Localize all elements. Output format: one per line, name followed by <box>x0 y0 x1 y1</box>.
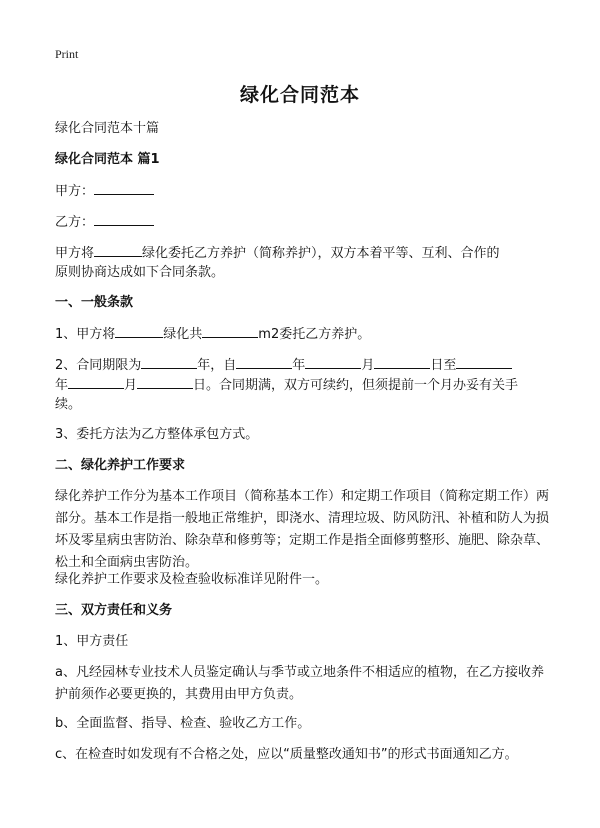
clause-2-blank-6 <box>68 374 124 389</box>
intro-text-b: 绿化委托乙方养护（简称养护），双方本着平等、互利、合作的 <box>142 246 500 261</box>
clause-2-text-c: 年 <box>292 358 306 373</box>
party-a-line <box>55 180 550 203</box>
maintenance-standard-note: 绿化养护工作要求及检查验收标准详见附件一。 <box>55 572 329 587</box>
responsibility-item-b: b、全面监督、指导、检查、验收乙方工作。 <box>55 716 311 731</box>
maintenance-paragraph: 绿化养护工作分为基本工作项目（简称基本工作）和定期工作项目（简称定期工作）两部分。基本工作是指一般地正常维护，即浇水、清理垃圾、防风防汛、补植和防人为损坏及零星病虫害防治、除杂草和修剪等；定期工作是指全面修剪整形、施肥、除杂草、松土和全面病虫害防治。 <box>55 489 550 570</box>
clause-3: 3、委托方法为乙方整体承包方式。 <box>55 427 259 442</box>
responsibility-item-a: a、凡经园林专业技术人员鉴定确认与季节或立地条件不相适应的植物，在乙方接收养护前须作必要更换的，其费用由甲方负责。 <box>55 665 544 702</box>
document-subtitle: 绿化合同范本十篇 <box>55 121 160 136</box>
clause-2-text-d: 月 <box>361 358 375 373</box>
clause-2-text-e: 日至 <box>430 358 457 373</box>
clause-1-text-b: 绿化共 <box>163 327 203 342</box>
clause-2-text-g: 月 <box>124 378 138 393</box>
responsibility-item-c: c、在检查时如发现有不合格之处，应以“质量整改通知书”的形式书面通知乙方。 <box>55 747 518 762</box>
party-a-responsibility-heading: 1、甲方责任 <box>55 634 129 649</box>
clause-1-text-c: m2委托乙方养护。 <box>258 327 371 342</box>
clause-2-blank-5 <box>456 354 512 369</box>
clause-2-blank-4 <box>374 354 430 369</box>
heading-responsibilities: 三、双方责任和义务 <box>55 603 173 618</box>
clause-2-text-h: 日。合同期满，双方可续约，但须提前一个月办妥有关手 <box>193 378 519 393</box>
clause-2-blank-1 <box>141 354 197 369</box>
party-b-line <box>55 211 550 234</box>
clause-1 <box>55 323 550 346</box>
heading-general-terms: 一、一般条款 <box>55 295 134 310</box>
clause-2-blank-7 <box>137 374 193 389</box>
intro-text-a: 甲方将 <box>55 246 95 261</box>
section-title: 绿化合同范本 篇1 <box>55 152 160 167</box>
clause-2-text-f: 年 <box>55 378 69 393</box>
heading-maintenance-requirements: 二、绿化养护工作要求 <box>55 458 186 473</box>
party-b-label: 乙方： <box>55 215 95 230</box>
clause-1-text-a: 1、甲方将 <box>55 327 116 342</box>
clause-2-blank-2 <box>236 354 292 369</box>
clause-2-text-b: 年，自 <box>197 358 237 373</box>
clause-1-blank-2 <box>202 323 258 338</box>
clause-2-line-3: 续。 <box>55 397 82 412</box>
party-a-label: 甲方： <box>55 184 95 199</box>
intro-blank <box>94 242 142 257</box>
clause-1-blank-1 <box>115 323 163 338</box>
intro-line-2: 原则协商达成如下合同条款。 <box>55 265 225 280</box>
document-title: 绿化合同范本 <box>239 84 360 106</box>
print-label[interactable]: Print <box>55 47 79 61</box>
party-a-blank <box>94 180 154 195</box>
clause-2-blank-3 <box>305 354 361 369</box>
clause-2-text-a: 2、合同期限为 <box>55 358 142 373</box>
party-b-blank <box>94 211 154 226</box>
